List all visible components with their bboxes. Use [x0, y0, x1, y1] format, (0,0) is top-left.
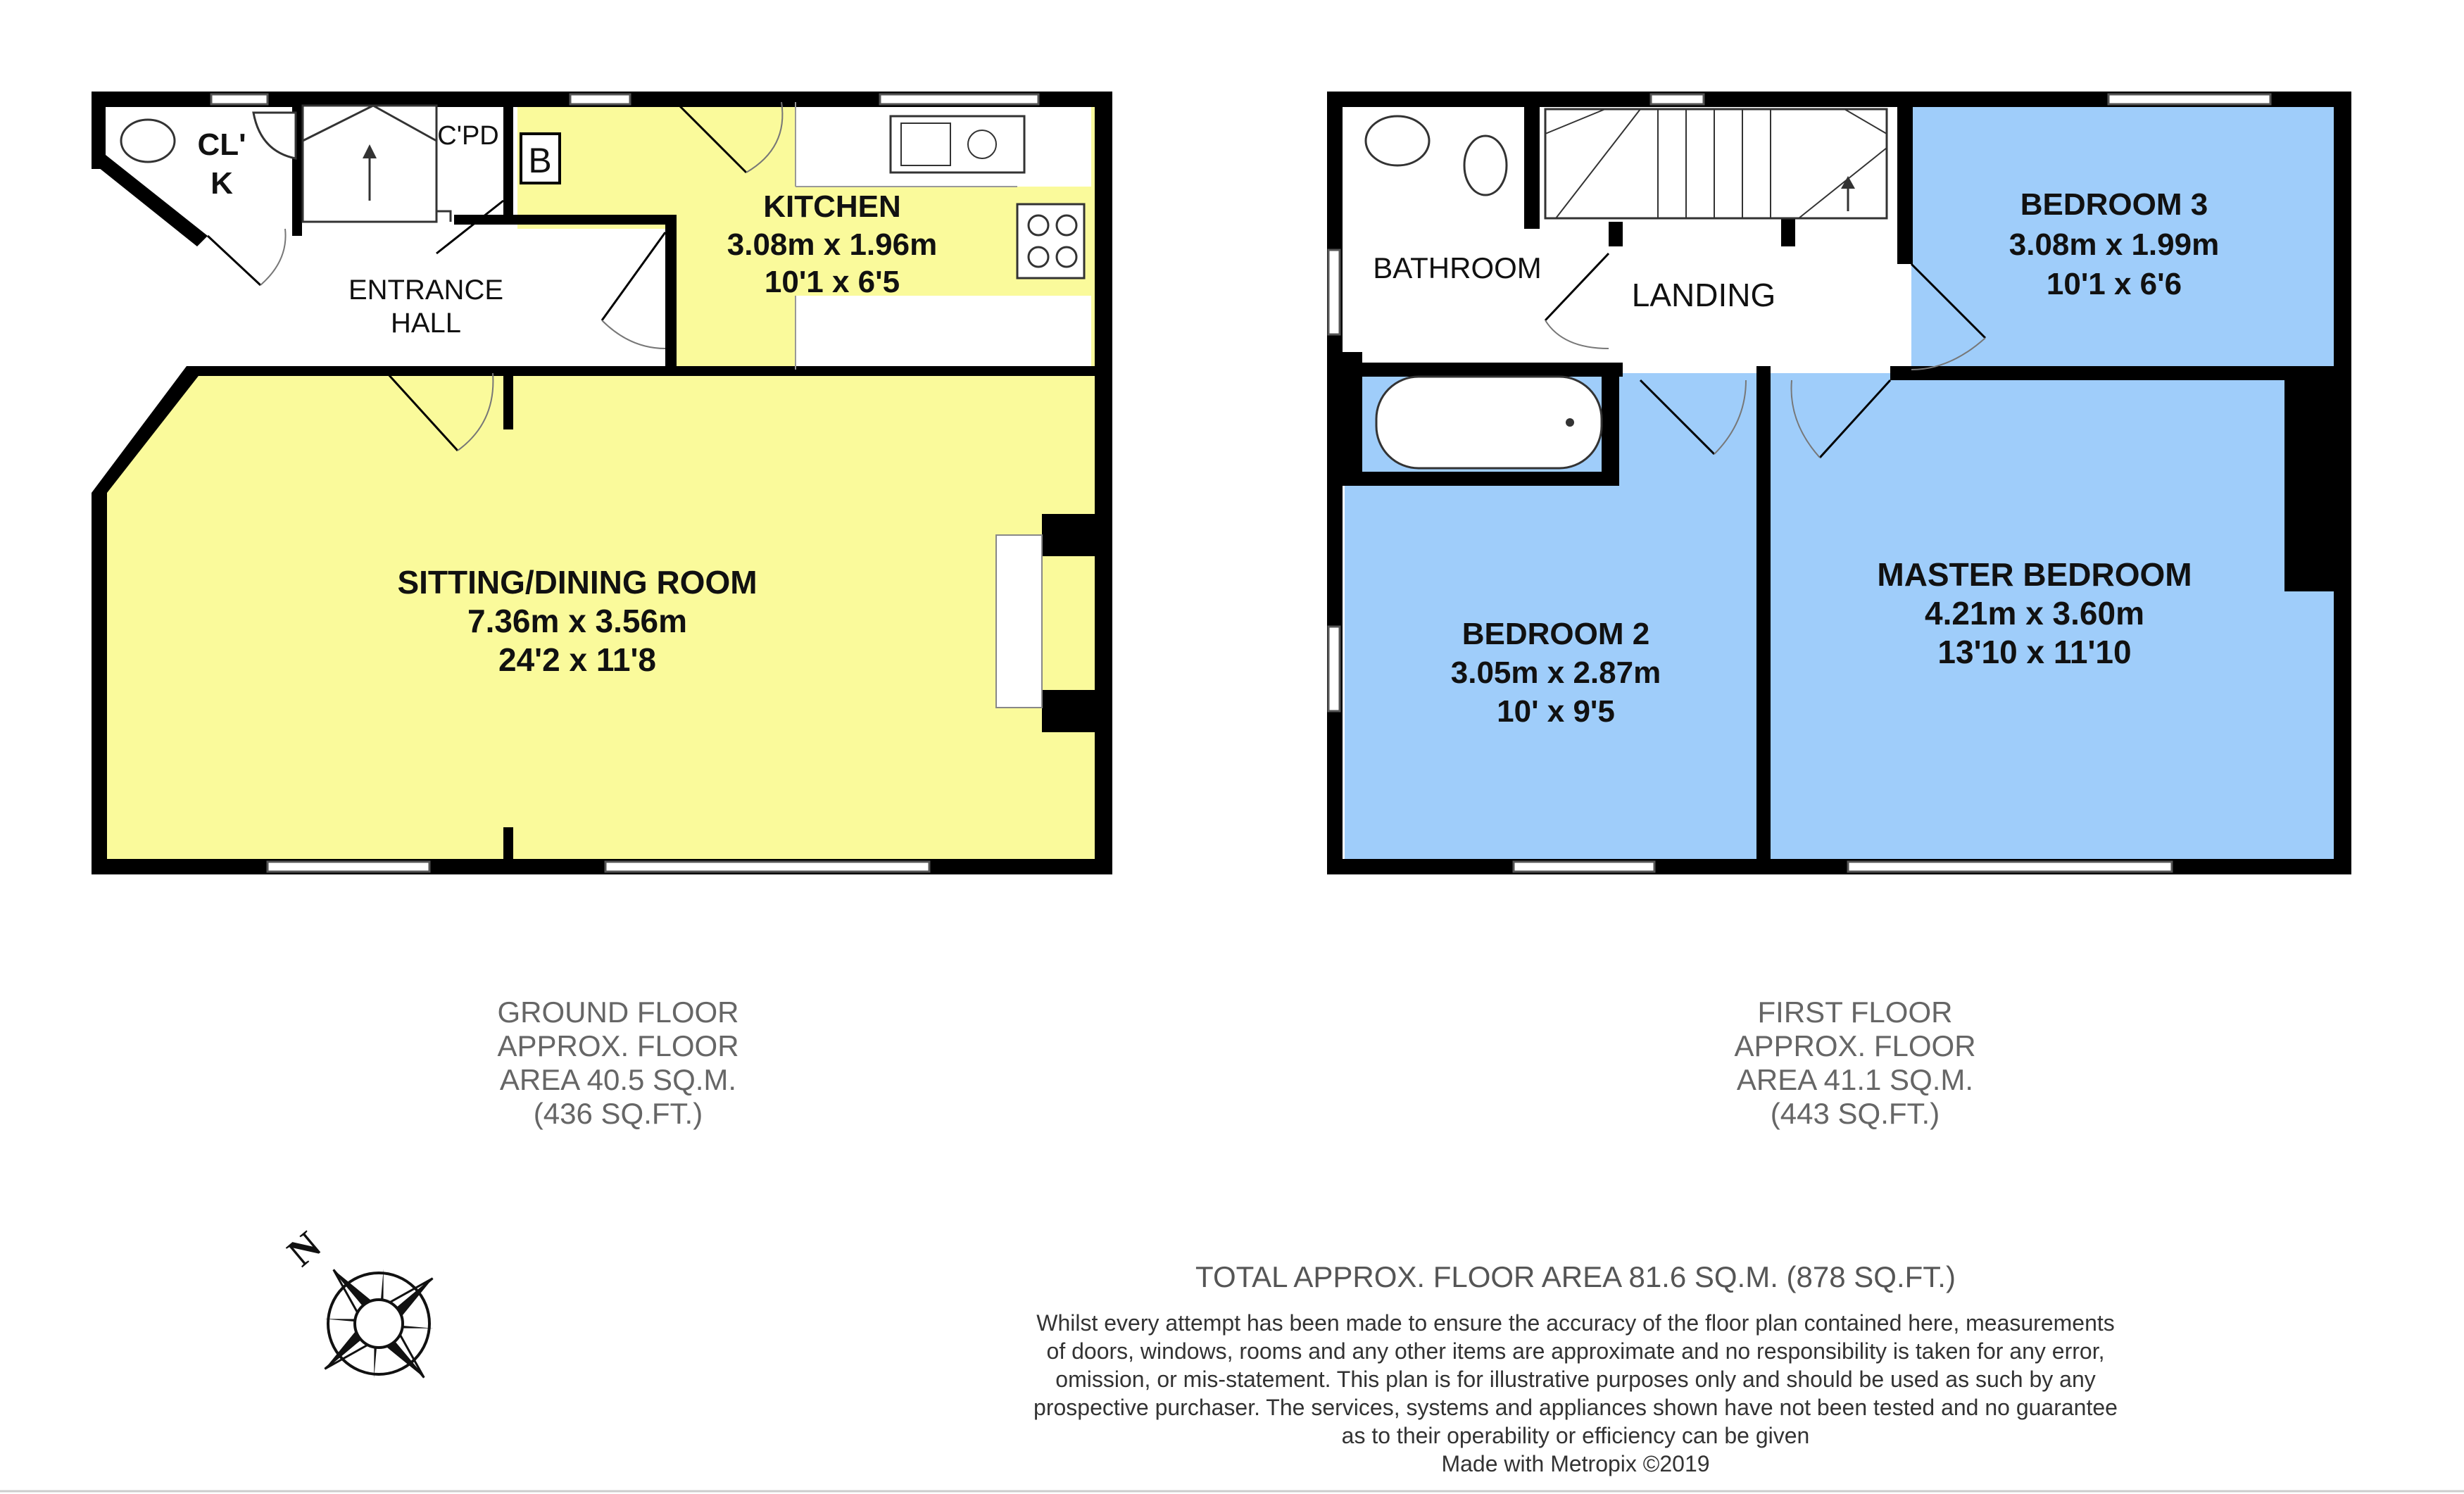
first-stairs	[1545, 109, 1887, 218]
compass-north-label: N	[279, 1223, 329, 1275]
bath-toilet-icon	[1464, 136, 1507, 195]
window-lounge-left	[268, 862, 429, 872]
cloak-toilet-icon	[121, 120, 175, 162]
door-bathroom[interactable]	[1545, 253, 1609, 320]
sitting-dining-metric: 7.36m x 3.56m	[467, 603, 688, 639]
bedroom2-name: BEDROOM 2	[1462, 617, 1650, 651]
first-wall-bedroom3-bottom	[1890, 366, 2351, 380]
bathroom-label: BATHROOM	[1373, 251, 1542, 284]
ground-caption-line1: GROUND FLOOR	[497, 996, 739, 1029]
first-wall-bath-top	[1602, 363, 1619, 482]
landing-label: LANDING	[1631, 277, 1776, 313]
window-bedroom2	[1514, 862, 1654, 872]
made-with: Made with Metropix ©2019	[1441, 1451, 1710, 1476]
bedroom3-metric: 3.08m x 1.99m	[2009, 227, 2220, 262]
first-wall-left	[1327, 92, 1343, 873]
ground-stairs	[303, 106, 451, 222]
sitting-dining-name: SITTING/DINING ROOM	[397, 564, 758, 601]
window-kitchen	[880, 94, 1038, 104]
ground-wall-right	[1095, 92, 1112, 873]
first-caption-line4: (443 SQ.FT.)	[1770, 1097, 1940, 1130]
disclaimer-line-1: Whilst every attempt has been made to ensure the accuracy of the floor plan contained here, measurements	[1036, 1310, 2115, 1336]
first-wall-bedroom3-left	[1897, 106, 1913, 264]
kitchen-sink-icon	[891, 116, 1024, 172]
first-floor-caption	[1734, 996, 1975, 1130]
kitchen-name: KITCHEN	[763, 189, 901, 224]
first-caption-line3: AREA 41.1 SQ.M.	[1736, 1063, 1974, 1096]
ground-floor-caption	[497, 996, 738, 1130]
bedroom2-imperial: 10' x 9'5	[1497, 694, 1615, 729]
ground-floor-plan	[92, 92, 1112, 874]
ground-caption-line2: APPROX. FLOOR	[497, 1029, 739, 1062]
disclaimer-line-4: prospective purchaser. The services, systems and appliances shown have not been tested and no guarantee	[1033, 1395, 2118, 1420]
ground-caption-line4: (436 SQ.FT.)	[533, 1097, 703, 1130]
first-wall-bath-left-stub	[1327, 352, 1362, 472]
master-bedroom-name: MASTER BEDROOM	[1877, 556, 2192, 593]
master-bedroom-imperial: 13'10 x 11'10	[1937, 634, 2132, 670]
lounge-partition-stub	[503, 373, 513, 429]
bedroom2-metric: 3.05m x 2.87m	[1450, 655, 1661, 690]
first-wall-bed2-master	[1756, 366, 1771, 866]
window-cloak	[211, 94, 268, 104]
entrance-hall-label-1: ENTRANCE	[348, 275, 504, 306]
footer	[0, 1260, 2464, 1491]
first-wall-stairs-stub	[1781, 218, 1795, 246]
window-lounge-right	[605, 862, 929, 872]
boiler-label: B	[528, 141, 552, 180]
ground-wall-bottom	[92, 859, 1112, 874]
sitting-dining-imperial: 24'2 x 11'8	[498, 641, 656, 678]
first-wall-bath-right	[1524, 106, 1540, 229]
cloak-wall-diagonal	[92, 155, 208, 246]
cupboard-label: C'PD	[437, 121, 499, 151]
master-bedroom-metric: 4.21m x 3.60m	[1924, 595, 2145, 632]
chimney-top	[1042, 514, 1098, 556]
window-master	[1848, 862, 2172, 872]
cloak-label-2: K	[210, 166, 233, 201]
window-landing	[1651, 94, 1704, 104]
total-area: TOTAL APPROX. FLOOR AREA 81.6 SQ.M. (878 SQ.FT.)	[1195, 1260, 1956, 1293]
first-wall-bathtub-base	[1341, 472, 1619, 486]
entrance-hall-label-2: HALL	[390, 308, 462, 339]
window-bedroom3	[2108, 94, 2270, 104]
hob-icon	[1017, 204, 1084, 278]
disclaimer-line-5: as to their operability or efficiency can be given	[1341, 1423, 1810, 1448]
first-caption-line2: APPROX. FLOOR	[1734, 1029, 1976, 1062]
hall-lounge-wall	[187, 366, 1102, 376]
kitchen-top-inner	[454, 215, 676, 225]
chimney-bottom	[1042, 690, 1098, 732]
lounge-partition-stub-bottom	[503, 827, 513, 862]
ground-wall-left	[92, 493, 107, 873]
bedroom3-imperial: 10'1 x 6'6	[2046, 267, 2182, 301]
disclaimer-line-2: of doors, windows, rooms and any other items are approximate and no responsibility is taken for any error,	[1046, 1338, 2105, 1364]
first-wall-bath-bottom	[1327, 363, 1623, 377]
cloak-label-1: CL'	[197, 127, 246, 162]
compass-rose-icon	[279, 1223, 478, 1422]
first-wall-bottom	[1327, 859, 2351, 874]
window-cpd	[570, 94, 630, 104]
window-bath-side	[1328, 250, 1340, 334]
bath-basin-icon	[1366, 116, 1429, 165]
fireplace-hearth	[996, 535, 1042, 708]
first-chimney	[2284, 380, 2337, 591]
first-wall-landing-stub	[1609, 222, 1623, 246]
first-caption-line1: FIRST FLOOR	[1757, 996, 1953, 1029]
hall-kitchen-wall	[665, 215, 677, 373]
cloak-basin-icon	[253, 113, 296, 158]
kitchen-imperial: 10'1 x 6'5	[764, 265, 900, 299]
ground-wall-left-top	[92, 92, 106, 169]
disclaimer-line-3: omission, or mis-statement. This plan is for illustrative purposes only and should be used as such by any	[1055, 1367, 2096, 1392]
kitchen-floor-white	[796, 296, 1091, 370]
window-bedroom2-side	[1328, 627, 1340, 711]
ground-caption-line3: AREA 40.5 SQ.M.	[499, 1063, 737, 1096]
bedroom3-name: BEDROOM 3	[2020, 187, 2208, 222]
stairs-wall-right	[503, 102, 513, 215]
kitchen-metric: 3.08m x 1.96m	[727, 227, 938, 262]
